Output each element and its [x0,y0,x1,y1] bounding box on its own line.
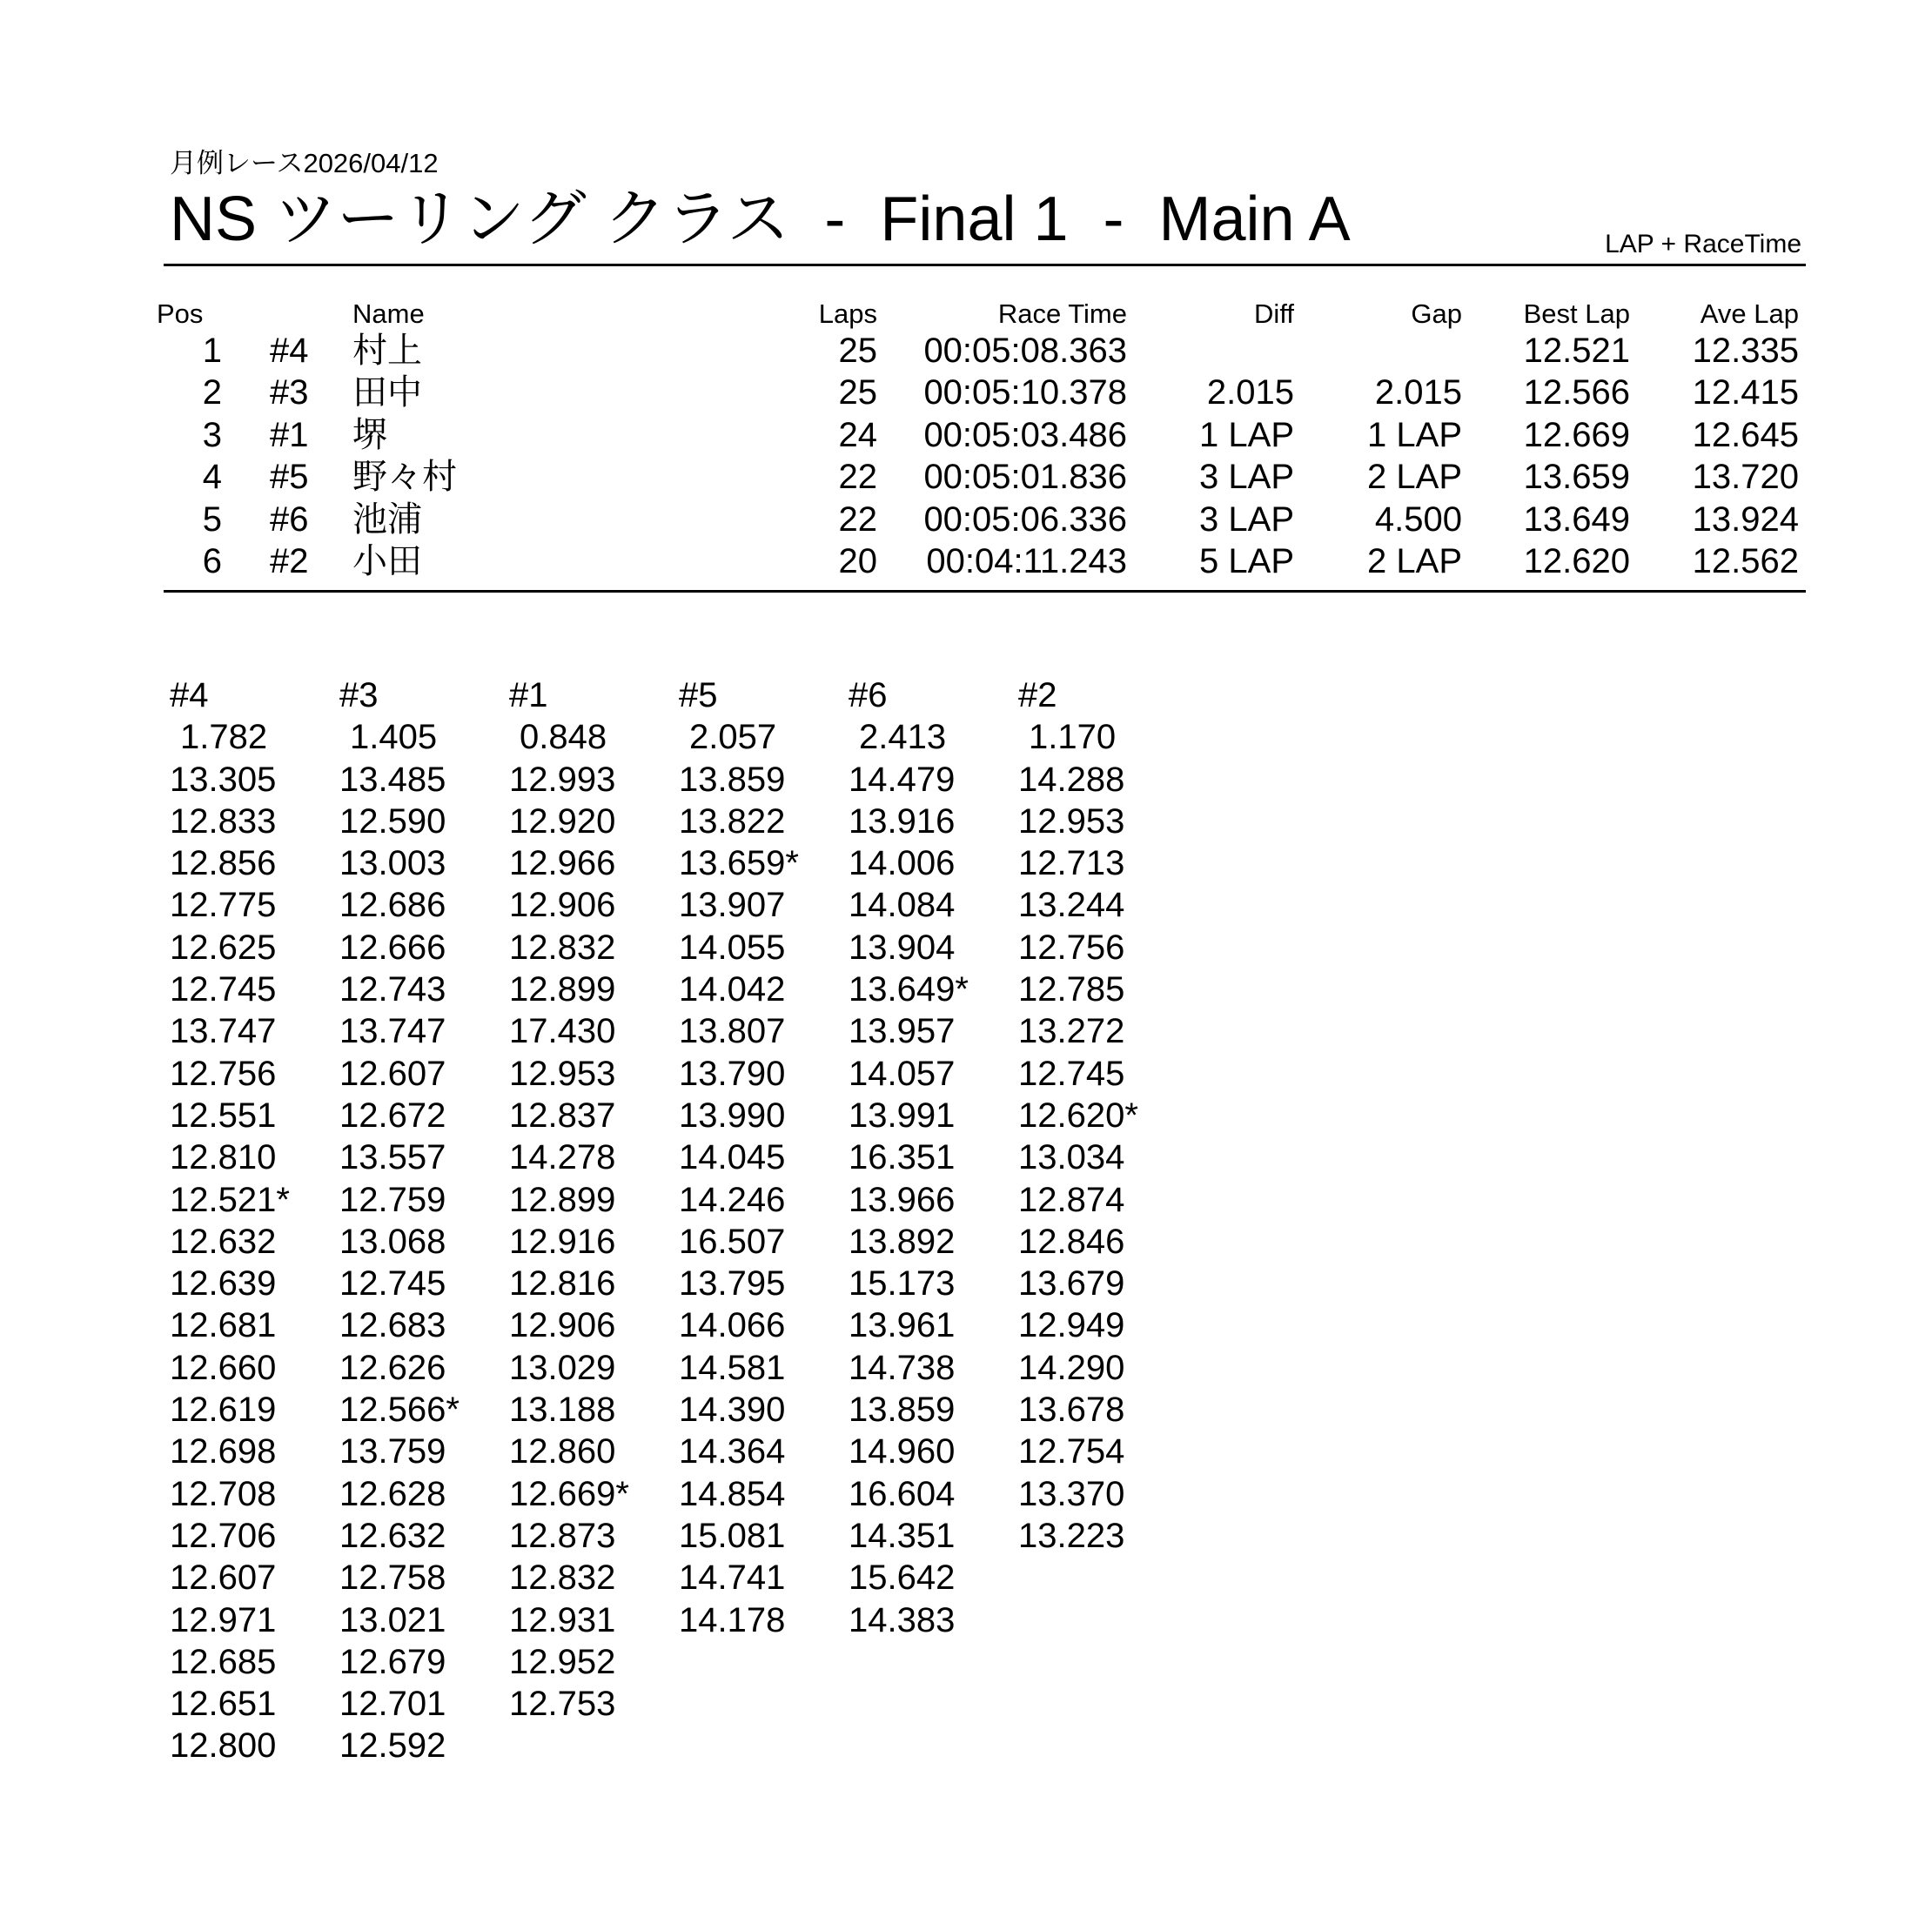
lap-time: 12.785 [1018,970,1125,1009]
result-ave-lap: 12.335 [1692,332,1799,370]
lap-time: 14.246 [679,1180,786,1219]
lap-time: 12.743 [339,970,446,1009]
lap-time: 16.507 [679,1222,786,1261]
lap-time: 15.642 [849,1558,956,1598]
result-pos: 5 [202,499,222,539]
lap-time: 14.741 [679,1558,786,1598]
lap-time: 12.686 [339,886,446,925]
lap-time: 12.874 [1018,1180,1125,1219]
lap-column-car-number: #4 [170,676,209,714]
result-best-lap: 13.659 [1523,458,1630,497]
table-row [0,372,1932,413]
result-car-number: #4 [270,332,309,370]
result-ave-lap: 13.924 [1692,499,1799,539]
lap-time: 12.651 [170,1685,277,1724]
lap-time: 12.592 [339,1726,446,1766]
lap-time: 1.782 [180,718,268,757]
lap-time: 13.859 [679,760,786,799]
col-laps-header: Laps [818,298,877,329]
lap-time: 14.288 [1018,760,1125,799]
lap-time: 12.666 [339,928,446,967]
result-driver-name: 村上 [352,332,422,370]
table-row [0,456,1932,498]
col-best-lap-header: Best Lap [1523,298,1630,329]
table-row [0,499,1932,540]
result-pos: 6 [202,541,222,580]
lap-time: 14.006 [849,844,956,883]
result-car-number: #1 [270,415,309,454]
result-race-time: 00:04:11.243 [926,541,1127,580]
lap-time: 12.685 [170,1642,277,1681]
results-table [0,298,1932,582]
lap-time: 12.756 [170,1054,277,1093]
result-ave-lap: 13.720 [1692,458,1799,497]
lap-time: 12.551 [170,1096,277,1135]
lap-time: 13.990 [679,1096,786,1135]
lap-time: 12.837 [509,1096,616,1135]
result-ave-lap: 12.415 [1692,373,1799,412]
lap-time: 13.892 [849,1222,956,1261]
lap-column [679,674,844,1641]
result-diff: 3 LAP [1199,499,1294,539]
lap-time: 13.272 [1018,1012,1125,1051]
lap-time: 12.759 [339,1180,446,1219]
lap-time: 12.566* [339,1391,460,1430]
lap-time: 12.952 [509,1642,616,1681]
lap-time: 13.003 [339,844,446,883]
lap-time: 13.679 [1018,1264,1125,1304]
lap-time: 12.775 [170,886,277,925]
lap-time: 14.055 [679,928,786,967]
lap-time: 13.068 [339,1222,446,1261]
col-ave-lap-header: Ave Lap [1700,298,1799,329]
lap-time: 12.745 [170,970,277,1009]
lap-time: 12.672 [339,1096,446,1135]
lap-column [849,674,1014,1641]
lap-time: 0.848 [520,718,607,757]
result-car-number: #5 [270,458,309,497]
lap-time: 12.590 [339,801,446,841]
result-best-lap: 12.521 [1523,332,1630,370]
result-best-lap: 13.649 [1523,499,1630,539]
lap-time: 12.800 [170,1726,277,1766]
lap-time: 14.854 [679,1474,786,1513]
lap-time: 12.971 [170,1600,277,1639]
result-car-number: #2 [270,541,309,580]
result-laps: 22 [838,499,877,539]
lap-time: 13.961 [849,1306,956,1345]
lap-time: 13.244 [1018,886,1125,925]
result-car-number: #3 [270,373,309,412]
lap-time: 12.860 [509,1432,616,1471]
result-race-time: 00:05:03.486 [923,415,1127,454]
lap-time: 12.619 [170,1391,277,1430]
lap-time: 12.753 [509,1685,616,1724]
lap-time: 12.816 [509,1264,616,1304]
lap-time: 12.625 [170,928,277,967]
lap-time: 13.188 [509,1391,616,1430]
result-driver-name: 小田 [352,541,422,580]
result-driver-name: 堺 [352,415,387,454]
lap-time: 12.745 [339,1264,446,1304]
result-driver-name: 野々村 [352,458,457,497]
lap-time: 13.659* [679,844,799,883]
lap-time: 2.057 [689,718,777,757]
lap-time: 14.278 [509,1138,616,1177]
lap-time: 12.681 [170,1306,277,1345]
lap-column-car-number: #2 [1018,676,1057,714]
result-ave-lap: 12.562 [1692,541,1799,580]
col-name-header: Name [352,298,425,329]
lap-time: 12.993 [509,760,616,799]
lap-time: 16.604 [849,1474,956,1513]
lap-time: 13.957 [849,1012,956,1051]
lap-time: 17.430 [509,1012,616,1051]
lap-time: 12.758 [339,1558,446,1598]
lap-time: 12.949 [1018,1306,1125,1345]
lap-time: 12.966 [509,844,616,883]
lap-time: 13.966 [849,1180,956,1219]
lap-time: 13.305 [170,760,277,799]
lap-time: 12.906 [509,1306,616,1345]
lap-time: 2.413 [859,718,947,757]
lap-time: 12.920 [509,801,616,841]
lap-time: 12.873 [509,1516,616,1555]
result-diff: 3 LAP [1199,458,1294,497]
lap-time: 12.856 [170,844,277,883]
table-row [0,330,1932,372]
lap-time: 12.833 [170,801,277,841]
result-laps: 20 [838,541,877,580]
lap-time: 12.832 [509,1558,616,1598]
lap-column-car-number: #1 [509,676,548,714]
lap-column [170,674,335,1767]
col-pos-header: Pos [157,298,204,329]
result-gap: 2 LAP [1367,541,1462,580]
result-gap: 2 LAP [1367,458,1462,497]
lap-column [1018,674,1184,1557]
result-driver-name: 池浦 [352,499,422,539]
result-laps: 22 [838,458,877,497]
lap-time: 12.683 [339,1306,446,1345]
result-pos: 4 [202,458,222,497]
result-race-time: 00:05:01.836 [923,458,1127,497]
lap-time: 15.173 [849,1264,956,1304]
lap-time: 13.759 [339,1432,446,1471]
lap-time: 12.899 [509,970,616,1009]
result-diff: 5 LAP [1199,541,1294,580]
lap-time: 12.832 [509,928,616,967]
report-subtitle: 月例レース2026/04/12 [170,148,439,178]
lap-time: 13.370 [1018,1474,1125,1513]
lap-time: 14.057 [849,1054,956,1093]
table-row [0,414,1932,456]
result-driver-name: 田中 [352,373,422,412]
lap-time: 13.747 [339,1012,446,1051]
lap-time: 13.790 [679,1054,786,1093]
lap-time: 12.899 [509,1180,616,1219]
lap-column-car-number: #5 [679,676,718,714]
lap-time: 15.081 [679,1516,786,1555]
lap-time: 12.698 [170,1432,277,1471]
lap-time: 13.557 [339,1138,446,1177]
lap-time: 14.066 [679,1306,786,1345]
lap-time: 13.991 [849,1096,956,1135]
header-divider [164,264,1806,266]
lap-time: 12.626 [339,1348,446,1387]
lap-time: 12.756 [1018,928,1125,967]
lap-time: 12.931 [509,1600,616,1639]
result-ave-lap: 12.645 [1692,415,1799,454]
lap-time: 1.405 [350,718,438,757]
lap-column-car-number: #6 [849,676,888,714]
lap-time: 12.906 [509,886,616,925]
lap-time: 14.364 [679,1432,786,1471]
lap-time: 13.029 [509,1348,616,1387]
lap-time: 16.351 [849,1138,956,1177]
lap-time: 13.021 [339,1600,446,1639]
lap-time: 13.907 [679,886,786,925]
lap-time: 12.521* [170,1180,290,1219]
lap-time: 12.745 [1018,1054,1125,1093]
lap-time: 13.678 [1018,1391,1125,1430]
result-pos: 1 [202,332,222,370]
col-diff-header: Diff [1254,298,1294,329]
result-race-time: 00:05:10.378 [923,373,1127,412]
lap-time: 12.679 [339,1642,446,1681]
col-race-time-header: Race Time [997,298,1127,329]
lap-time: 13.649* [849,970,969,1009]
lap-column [509,674,674,1725]
report-title: NS ツーリング クラス - Final 1 - Main A [170,184,1351,254]
lap-time: 12.620* [1018,1096,1138,1135]
col-gap-header: Gap [1411,298,1462,329]
lap-column-car-number: #3 [339,676,379,714]
lap-time: 12.639 [170,1264,277,1304]
result-best-lap: 12.566 [1523,373,1630,412]
result-gap: 2.015 [1374,373,1462,412]
lap-time: 1.170 [1029,718,1117,757]
lap-time: 12.810 [170,1138,277,1177]
lap-time: 14.351 [849,1516,956,1555]
result-race-time: 00:05:06.336 [923,499,1127,539]
result-best-lap: 12.620 [1523,541,1630,580]
result-car-number: #6 [270,499,309,539]
lap-time: 14.738 [849,1348,956,1387]
lap-time: 12.607 [339,1054,446,1093]
result-pos: 3 [202,415,222,454]
lap-time: 12.846 [1018,1222,1125,1261]
lap-time: 12.628 [339,1474,446,1513]
lap-time: 13.916 [849,801,956,841]
lap-time: 13.822 [679,801,786,841]
result-laps: 24 [838,415,877,454]
lap-time: 13.223 [1018,1516,1125,1555]
lap-time: 14.581 [679,1348,786,1387]
lap-time: 12.916 [509,1222,616,1261]
lap-time: 12.669* [509,1474,629,1513]
lap-column [339,674,505,1767]
lap-time: 13.795 [679,1264,786,1304]
lap-time: 12.953 [509,1054,616,1093]
lap-time: 12.708 [170,1474,277,1513]
lap-time: 13.034 [1018,1138,1125,1177]
lap-time: 13.747 [170,1012,277,1051]
result-gap: 1 LAP [1367,415,1462,454]
results-header-row [0,298,1932,330]
result-diff: 1 LAP [1199,415,1294,454]
result-race-time: 00:05:08.363 [923,332,1127,370]
result-gap: 4.500 [1374,499,1462,539]
lap-time: 12.953 [1018,801,1125,841]
lap-time: 12.754 [1018,1432,1125,1471]
results-divider [164,590,1806,593]
lap-time: 14.390 [679,1391,786,1430]
lap-time: 13.859 [849,1391,956,1430]
lap-time: 12.706 [170,1516,277,1555]
lap-time: 14.290 [1018,1348,1125,1387]
lap-time: 14.479 [849,760,956,799]
lap-time: 12.701 [339,1685,446,1724]
lap-time: 14.084 [849,886,956,925]
lap-time: 14.045 [679,1138,786,1177]
lap-time: 13.807 [679,1012,786,1051]
result-diff: 2.015 [1206,373,1294,412]
lap-time: 12.713 [1018,844,1125,883]
lap-time: 12.660 [170,1348,277,1387]
timing-mode-label: LAP + RaceTime [1605,230,1801,258]
result-pos: 2 [202,373,222,412]
lap-time: 12.632 [170,1222,277,1261]
lap-time: 14.178 [679,1600,786,1639]
result-laps: 25 [838,332,877,370]
lap-time: 13.485 [339,760,446,799]
lap-time: 14.383 [849,1600,956,1639]
table-row [0,540,1932,582]
result-laps: 25 [838,373,877,412]
lap-time: 14.960 [849,1432,956,1471]
lap-time: 14.042 [679,970,786,1009]
lap-time: 13.904 [849,928,956,967]
lap-time: 12.632 [339,1516,446,1555]
lap-time: 12.607 [170,1558,277,1598]
result-best-lap: 12.669 [1523,415,1630,454]
